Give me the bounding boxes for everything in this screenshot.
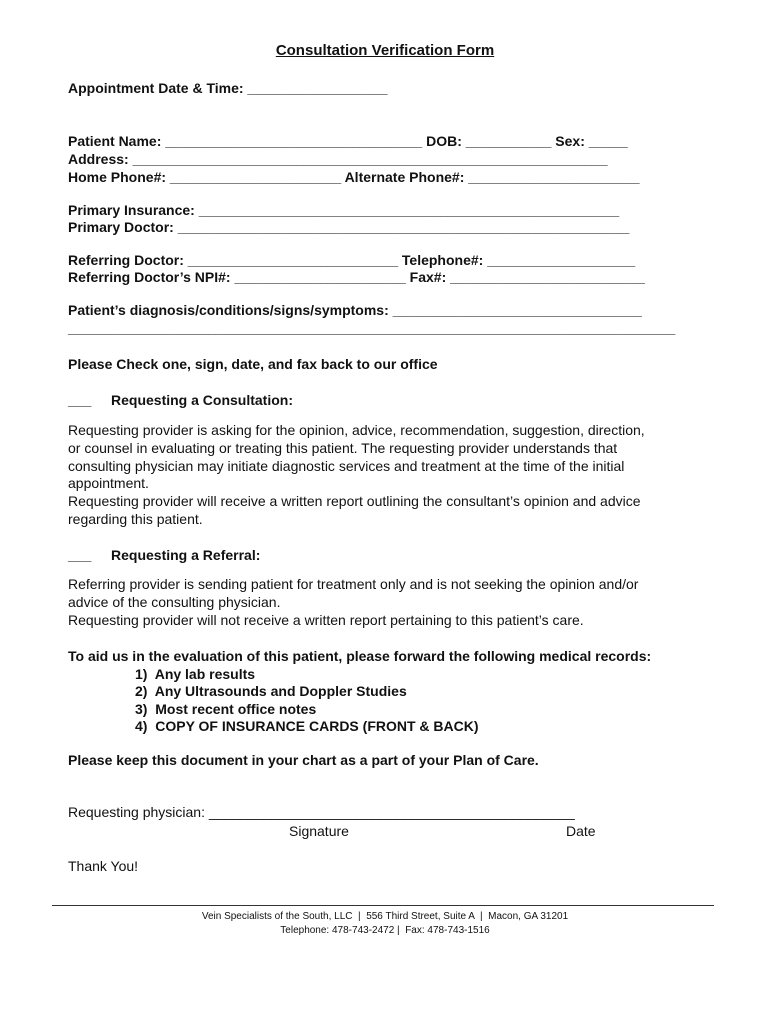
consultation-line: regarding this patient. — [68, 511, 203, 527]
records-intro: To aid us in the evaluation of this patient, please forward the following medical records: — [68, 648, 652, 664]
referral-checkbox[interactable]: ___ — [68, 547, 92, 563]
consultation-line: or counsel in evaluating or treating this patient. The requesting provider understands that — [68, 440, 618, 456]
referring-npi-field[interactable]: Referring Doctor’s NPI#: ______________________ Fax#: _________________________ — [68, 269, 645, 285]
referral-heading: Requesting a Referral: — [111, 547, 261, 563]
diagnosis-line-2[interactable]: ______________________________________________________________________________ — [68, 320, 676, 336]
primary-doctor-field[interactable]: Primary Doctor: __________________________________________________________ — [68, 219, 630, 235]
form-title: Consultation Verification Form — [275, 42, 495, 59]
instructions: Please Check one, sign, date, and fax back to our office — [68, 356, 438, 372]
address-field[interactable]: Address: _____________________________________________________________ — [68, 151, 608, 167]
referral-line: Referring provider is sending patient for treatment only and is not seeking the opinion and/or — [68, 576, 639, 592]
footer-divider — [52, 905, 714, 906]
consultation-heading: Requesting a Consultation: — [111, 392, 293, 408]
phone-fields[interactable]: Home Phone#: ______________________ Alternate Phone#: ______________________ — [68, 169, 640, 185]
consultation-line: Requesting provider is asking for the opinion, advice, recommendation, suggestion, direction, — [68, 422, 645, 438]
footer-address: Vein Specialists of the South, LLC | 556 Third Street, Suite A | Macon, GA 31201 — [201, 911, 569, 922]
referring-doctor-field[interactable]: Referring Doctor: ___________________________ Telephone#: ___________________ — [68, 252, 636, 268]
appointment-field[interactable]: Appointment Date & Time: __________________ — [68, 80, 388, 96]
date-caption: Date — [566, 823, 596, 839]
thank-you: Thank You! — [68, 858, 139, 874]
consultation-line: appointment. — [68, 475, 149, 491]
keep-note: Please keep this document in your chart as a part of your Plan of Care. — [68, 752, 539, 768]
records-item: 2) Any Ultrasounds and Doppler Studies — [135, 683, 407, 699]
records-item: 1) Any lab results — [135, 666, 256, 682]
consultation-line: Requesting provider will receive a written report outlining the consultant’s opinion and advice — [68, 493, 641, 509]
referral-line: advice of the consulting physician. — [68, 594, 281, 610]
signature-caption: Signature — [289, 823, 349, 839]
consultation-line: consulting physician may initiate diagnostic services and treatment at the time of the initial — [68, 458, 625, 474]
consultation-checkbox[interactable]: ___ — [68, 392, 92, 408]
diagnosis-field[interactable]: Patient’s diagnosis/conditions/signs/symptoms: ________________________________ — [68, 302, 642, 318]
referral-line: Requesting provider will not receive a written report pertaining to this patient’s care. — [68, 612, 584, 628]
records-item: 4) COPY OF INSURANCE CARDS (FRONT & BACK) — [135, 718, 479, 734]
records-item: 3) Most recent office notes — [135, 701, 317, 717]
patient-name-field[interactable]: Patient Name: _________________________________ DOB: ___________ Sex: _____ — [68, 133, 628, 149]
primary-insurance-field[interactable]: Primary Insurance: ______________________________________________________ — [68, 202, 620, 218]
signature-field[interactable]: Requesting physician: _______________________________________________ — [68, 804, 575, 820]
footer-contact: Telephone: 478-743-2472 | Fax: 478-743-1516 — [280, 925, 490, 936]
